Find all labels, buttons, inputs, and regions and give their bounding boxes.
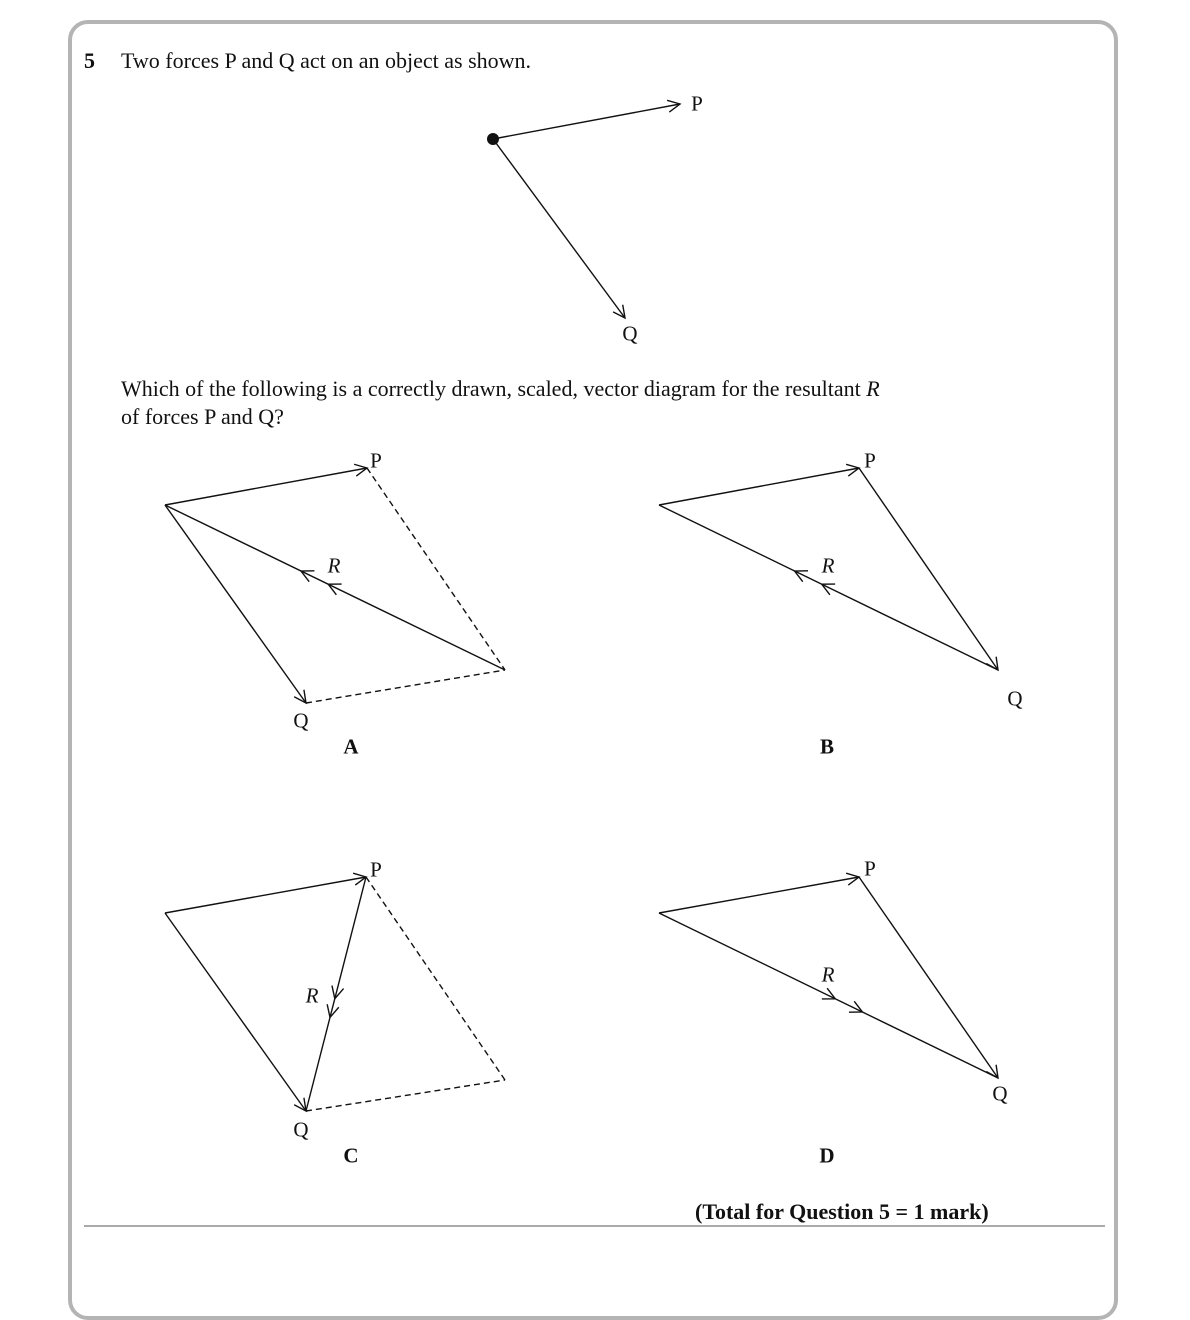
option-c-letter[interactable]: C xyxy=(343,1143,359,1168)
option-a-label-r: R xyxy=(327,553,341,578)
prompt-r: R xyxy=(866,376,880,401)
option-d-p-arrow xyxy=(659,877,859,913)
question-prompt-line1 xyxy=(121,378,880,400)
divider-rule xyxy=(84,1225,1105,1227)
option-c-dashed-side xyxy=(366,877,505,1080)
option-b-label-r: R xyxy=(821,553,835,578)
option-d-r-arrow xyxy=(659,913,998,1078)
option-a-r-arrow xyxy=(165,505,505,670)
option-a-label-p: P xyxy=(370,448,382,473)
option-c-label-r: R xyxy=(305,983,319,1008)
prompt-text: Which of the following is a correctly drawn, scaled, vector diagram for the resultant xyxy=(121,376,867,401)
option-a-dashed-side xyxy=(367,468,505,670)
total-marks: (Total for Question 5 = 1 mark) xyxy=(695,1199,989,1224)
figure-label-p: P xyxy=(691,91,703,116)
force-p-arrow xyxy=(493,104,680,139)
option-c-label-p: P xyxy=(370,857,382,882)
figure-label-q: Q xyxy=(622,321,638,346)
option-b-r-arrow xyxy=(659,505,998,670)
option-d-label-r: R xyxy=(821,962,835,987)
question-intro: Two forces P and Q act on an object as shown. xyxy=(121,48,532,73)
force-q-arrow xyxy=(493,139,625,318)
object-dot xyxy=(487,133,499,145)
option-c-dashed-side xyxy=(306,1080,505,1111)
option-d-letter[interactable]: D xyxy=(819,1143,835,1168)
option-b-label-p: P xyxy=(864,448,876,473)
option-c-label-q: Q xyxy=(293,1117,309,1142)
option-a-letter[interactable]: A xyxy=(343,734,359,759)
option-c-p-arrow xyxy=(165,877,366,913)
option-a-p-arrow xyxy=(165,468,367,505)
option-b-q-arrow xyxy=(859,468,998,670)
option-d-label-p: P xyxy=(864,856,876,881)
option-b-label-q: Q xyxy=(1007,686,1023,711)
option-a-dashed-side xyxy=(306,670,505,703)
option-b-p-arrow xyxy=(659,468,859,505)
option-a-q-arrow xyxy=(165,505,306,703)
question-prompt-line2: of forces P and Q? xyxy=(121,404,284,429)
option-b-letter[interactable]: B xyxy=(819,734,835,759)
option-d-label-q: Q xyxy=(992,1081,1008,1106)
option-c-q-arrow xyxy=(165,913,306,1111)
option-d-q-arrow xyxy=(859,877,998,1078)
option-a-label-q: Q xyxy=(293,708,309,733)
question-number: 5 xyxy=(84,48,95,73)
